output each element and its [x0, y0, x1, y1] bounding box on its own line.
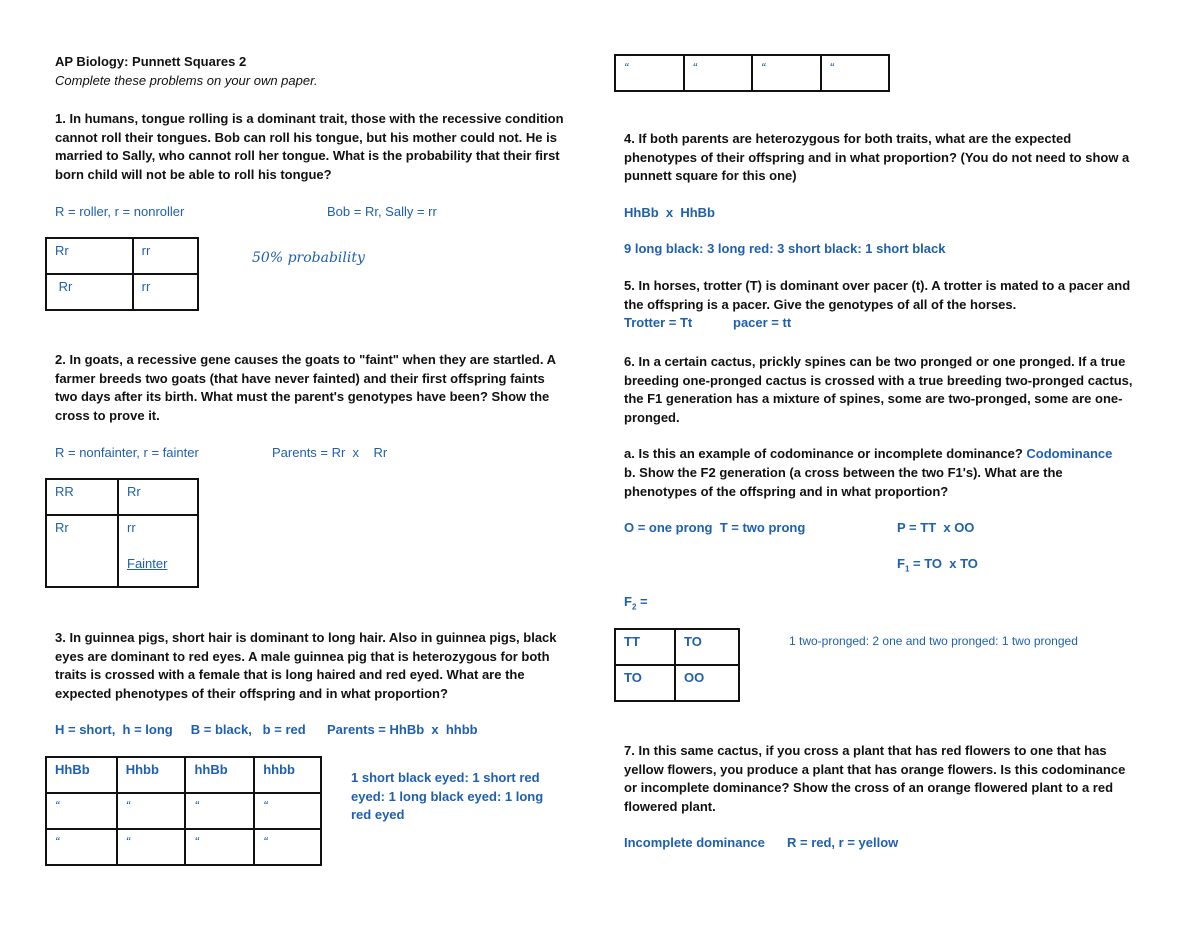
ditto-mark: “	[821, 55, 890, 91]
text-line: breeding one-pronged cactus is crossed with a true breeding two-pronged cactus,	[624, 372, 1133, 388]
question-7-key: R = red, r = yellow	[787, 835, 899, 850]
question-1-parents: Bob = Rr, Sally = rr	[327, 204, 437, 219]
text-line: traits is crossed with a female that is long haired and red eyed. What are the	[55, 667, 525, 682]
punnett-cell: Rr	[46, 274, 133, 310]
question-4-cross: HhBb x HhBb	[624, 205, 715, 220]
punnett-square-6	[614, 628, 740, 702]
f2-subscript: 2	[631, 602, 637, 612]
answer-line: 1 short black eyed: 1 short red	[351, 770, 540, 785]
f1-cross: = TO x TO	[909, 556, 978, 571]
text-line: 1. In humans, tongue rolling is a dominant trait, those with the recessive condition	[55, 111, 564, 126]
question-1-answer: 50% probability	[252, 250, 365, 266]
cell-value: rr	[127, 520, 136, 535]
text-line: 6. In a certain cactus, prickly spines can be two pronged or one pronged. If a true	[624, 354, 1126, 369]
question-7-answer: Incomplete dominance	[624, 835, 765, 850]
question-2-parents: Parents = Rr x Rr	[272, 445, 388, 460]
punnett-square-3-continued	[614, 54, 890, 92]
text-line: eyes are dominant to red eyes. A male guinnea pig that is heterozygous for both	[55, 648, 550, 664]
text-line: farmer breeds two goats (that have never fainted) and their first offspring faints	[55, 370, 545, 386]
punnett-cell: hhbb	[254, 757, 321, 793]
punnett-cell: TO	[675, 629, 739, 665]
text-line: phenotypes of the offspring and in what proportion?	[624, 483, 949, 499]
text-line: cross to prove it.	[55, 407, 160, 423]
punnett-cell: Rr	[46, 238, 133, 274]
ditto-mark: “	[615, 55, 684, 91]
punnett-cell: OO	[675, 665, 739, 701]
question-6-f1-cross	[897, 555, 978, 579]
f2-equals: =	[636, 594, 648, 609]
punnett-cell: HhBb	[46, 757, 117, 793]
text-line: 7. In this same cactus, if you cross a plant that has red flowers to one that has	[624, 743, 1107, 758]
text-line: the F1 generation has a mixture of spines, some are two-pronged, some are one-	[624, 391, 1123, 406]
punnett-square-3	[45, 756, 322, 866]
answer-line: red eyed	[351, 807, 405, 822]
question-6-p-cross: P = TT x OO	[897, 520, 975, 535]
punnett-cell: RR	[46, 479, 118, 515]
text-line: two days after its birth. What must the parent's genotypes have been? Show the	[55, 389, 550, 404]
text-line: the offspring is a pacer. Give the genotypes of all of the horses.	[624, 296, 1017, 312]
punnett-cell: Rr	[46, 515, 118, 587]
ditto-mark: “	[684, 55, 753, 91]
f1-label: F	[897, 556, 905, 571]
question-2-key: R = nonfainter, r = fainter	[55, 445, 199, 460]
ditto-mark: “	[117, 793, 186, 829]
text-line: yellow flowers, you produce a plant that has orange flowers. Is this codominance	[624, 761, 1126, 777]
text-line: punnett square for this one)	[624, 168, 797, 183]
text-line: born child will not be able to roll his tongue?	[55, 166, 332, 182]
question-5-trotter: Trotter = Tt	[624, 315, 693, 330]
text-line: 2. In goats, a recessive gene causes the goats to "faint" when they are startled. A	[55, 352, 556, 367]
ditto-mark: “	[46, 829, 117, 865]
f2-label: F	[624, 594, 632, 609]
text-line: expected phenotypes of their offspring and in what proportion?	[55, 685, 448, 701]
punnett-cell: Rr	[118, 479, 198, 515]
punnett-square-1	[45, 237, 199, 311]
question-7-text	[624, 742, 1125, 816]
answer-line: eyed: 1 long black eyed: 1 long	[351, 788, 544, 804]
punnett-cell: Hhbb	[117, 757, 186, 793]
ditto-mark: “	[117, 829, 186, 865]
punnett-cell	[118, 515, 198, 587]
text-line: pronged.	[624, 409, 680, 425]
text-line: or incomplete dominance? Show the cross of an orange flowered plant to a red	[624, 780, 1114, 795]
question-3-parents: Parents = HhBb x hhbb	[327, 722, 478, 737]
question-4-text	[624, 130, 1129, 186]
question-5-pacer: pacer = tt	[733, 315, 792, 330]
question-6-part-b	[624, 464, 1063, 501]
f1-subscript: 1	[904, 564, 910, 574]
question-6-answer: 1 two-pronged: 2 one and two pronged: 1 two pronged	[789, 634, 1078, 648]
ditto-mark: “	[185, 793, 254, 829]
ditto-mark: “	[752, 55, 821, 91]
page-subtitle: Complete these problems on your own paper.	[55, 73, 318, 88]
question-6-text	[624, 353, 1133, 427]
page-title: AP Biology: Punnett Squares 2	[55, 54, 247, 69]
question-1-key: R = roller, r = nonroller	[55, 204, 185, 219]
part-a-answer: Codominance	[1026, 446, 1113, 461]
punnett-cell: rr	[133, 238, 198, 274]
text-line: phenotypes of their offspring and in what proportion? (You do not need to show a	[624, 149, 1130, 165]
text-line: 4. If both parents are heterozygous for both traits, what are the expected	[624, 131, 1072, 146]
punnett-square-2	[45, 478, 199, 588]
question-3-key: H = short, h = long B = black, b = red	[55, 722, 306, 737]
question-1-text	[55, 110, 564, 184]
question-6-part-a	[624, 445, 1112, 464]
question-6-f2-label	[624, 593, 648, 617]
question-3-text	[55, 629, 557, 703]
punnett-cell: TO	[615, 665, 675, 701]
punnett-cell: TT	[615, 629, 675, 665]
question-3-answer	[351, 769, 543, 825]
ditto-mark: “	[46, 793, 117, 829]
punnett-cell: rr	[133, 274, 198, 310]
ditto-mark: “	[185, 829, 254, 865]
part-a-question: a. Is this an example of codominance or incomplete dominance?	[624, 446, 1023, 461]
fainter-label: Fainter	[127, 556, 168, 571]
text-line: 5. In horses, trotter (T) is dominant over pacer (t). A trotter is mated to a pacer and	[624, 278, 1131, 293]
text-line: cannot roll their tongues. Bob can roll his tongue, but his mother could not. He is	[55, 129, 557, 145]
text-line: married to Sally, who cannot roll her tongue. What is the probability that their first	[55, 148, 560, 163]
text-line: flowered plant.	[624, 798, 716, 814]
ditto-mark: “	[254, 793, 321, 829]
text-line: 3. In guinnea pigs, short hair is dominant to long hair. Also in guinnea pigs, black	[55, 630, 557, 645]
ditto-mark: “	[254, 829, 321, 865]
text-line: b. Show the F2 generation (a cross between the two F1's). What are the	[624, 465, 1063, 480]
question-2-text	[55, 351, 556, 425]
question-6-key: O = one prong T = two prong	[624, 520, 806, 535]
punnett-cell: hhBb	[185, 757, 254, 793]
question-4-answer: 9 long black: 3 long red: 3 short black: 1 short black	[624, 241, 946, 256]
question-5-text	[624, 277, 1130, 314]
